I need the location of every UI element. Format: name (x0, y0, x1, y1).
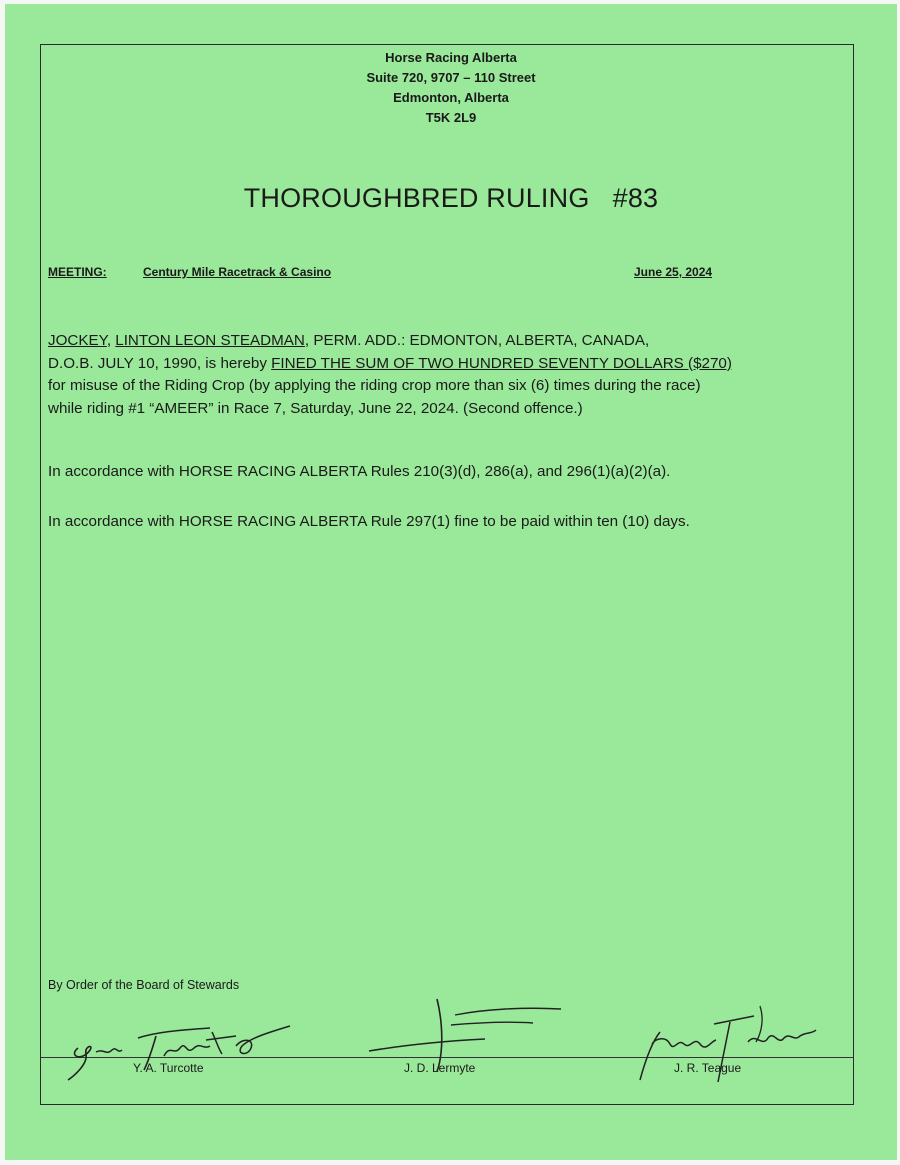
ruling-sep: , (106, 332, 116, 349)
ruling-line-4: while riding #1 “AMEER” in Race 7, Saturday, June 22, 2024. (Second offence.) (48, 399, 583, 417)
jockey-dob: D.O.B. JULY 10, 1990, is hereby (48, 354, 272, 372)
ruling-line-2 (48, 353, 853, 376)
signature-teague-icon (630, 1002, 820, 1092)
ruling-line-1 (48, 330, 853, 353)
role-jockey: JOCKEY (48, 332, 107, 349)
ruling-title: THOROUGHBRED RULING #83 (243, 183, 659, 213)
postal-code: T5K 2L9 (425, 110, 477, 125)
fine-amount: FINED THE SUM OF TWO HUNDRED SEVENTY DOLLARS ($270) (271, 354, 732, 372)
meeting-venue: Century Mile Racetrack & Casino (143, 265, 332, 279)
jockey-address: , PERM. ADD.: EDMONTON, ALBERTA, CANADA, (304, 332, 650, 349)
steward-name-3: J. R. Teague (674, 1061, 742, 1075)
meeting-date: June 25, 2024 (634, 265, 713, 279)
fine-paragraph: In accordance with HORSE RACING ALBERTA Rule 297(1) fine to be paid within ten (10) days. (48, 513, 690, 530)
letterhead (5, 48, 897, 128)
address-line-1: Suite 720, 9707 – 110 Street (366, 70, 536, 85)
board-order: By Order of the Board of Stewards (48, 978, 240, 992)
ruling-paragraph (48, 330, 853, 420)
jockey-name: LINTON LEON STEADMAN (115, 332, 305, 349)
steward-name-1: Y. A. Turcotte (133, 1061, 204, 1075)
steward-name-2: J. D. Lermyte (404, 1061, 476, 1075)
org-name: Horse Racing Alberta (385, 50, 517, 65)
ruling-line-3: for misuse of the Riding Crop (by applying the riding crop more than six (6) times during the race) (48, 377, 701, 394)
address-line-2: Edmonton, Alberta (393, 90, 509, 105)
meeting-label: MEETING: (48, 265, 107, 279)
rules-paragraph: In accordance with HORSE RACING ALBERTA Rules 210(3)(d), 286(a), and 296(1)(a)(2)(a). (48, 463, 671, 480)
